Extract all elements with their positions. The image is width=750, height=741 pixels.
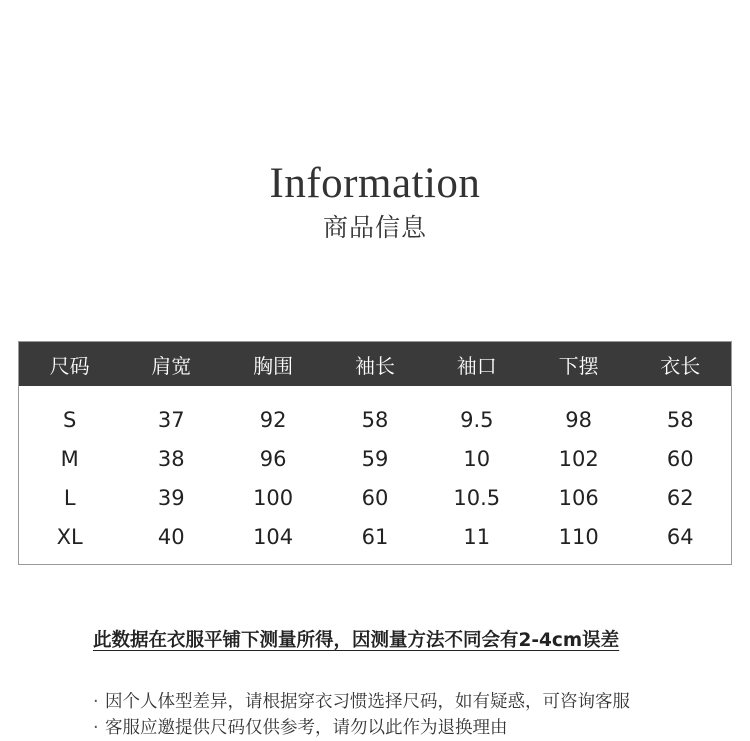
table-cell: 110 [558,524,599,549]
table-cell: 60 [361,485,389,510]
table-cell: L [63,485,76,510]
notes-list [93,689,630,741]
header-chest: 胸围 [253,353,294,378]
table-cell: M [60,446,79,471]
header-length: 衣长 [660,353,701,378]
table-cell: 11 [463,524,491,549]
table-row [19,439,732,478]
table-row [19,478,732,517]
table-cell: 62 [666,485,694,510]
note-text: 因个人体型差异，请根据穿衣习惯选择尺码，如有疑惑，可咨询客服 [105,692,630,712]
table-cell: 10 [463,446,491,471]
bullet-dot-icon: · [93,692,99,712]
list-item [93,715,630,741]
table-cell: 9.5 [460,407,494,432]
table-cell: S [63,407,77,432]
size-table [18,341,732,565]
header-size: 尺码 [49,353,90,378]
list-item [93,689,630,715]
table-cell: 37 [157,407,185,432]
table-cell: 38 [157,446,185,471]
table-cell: 64 [666,524,694,549]
bullet-dot-icon: · [93,718,99,738]
table-cell: 40 [157,524,185,549]
header-shoulder: 肩宽 [151,353,192,378]
table-cell: 92 [259,407,287,432]
table-cell: 58 [361,407,389,432]
table-row [19,386,732,439]
table-cell: 10.5 [453,485,501,510]
table-cell: 106 [558,485,599,510]
size-table-header-row [19,342,732,387]
title-english: Information [269,160,481,207]
table-cell: 102 [558,446,599,471]
table-cell: 39 [157,485,185,510]
table-cell: 58 [666,407,694,432]
title-chinese: 商品信息 [322,213,427,242]
header-cuff: 袖口 [456,353,497,378]
table-row [19,517,732,565]
header-hem: 下摆 [558,353,599,378]
table-cell: 104 [253,524,294,549]
measurement-note: 此数据在衣服平铺下测量所得，因测量方法不同会有2-4cm误差 [93,630,620,651]
header-sleeve-length: 袖长 [354,353,395,378]
table-cell: 96 [259,446,287,471]
table-cell: XL [56,524,83,549]
table-cell: 59 [361,446,389,471]
note-text: 客服应邀提供尺码仅供参考，请勿以此作为退换理由 [105,718,508,738]
table-cell: 60 [666,446,694,471]
table-cell: 100 [253,485,294,510]
table-cell: 98 [565,407,592,432]
table-cell: 61 [361,524,389,549]
